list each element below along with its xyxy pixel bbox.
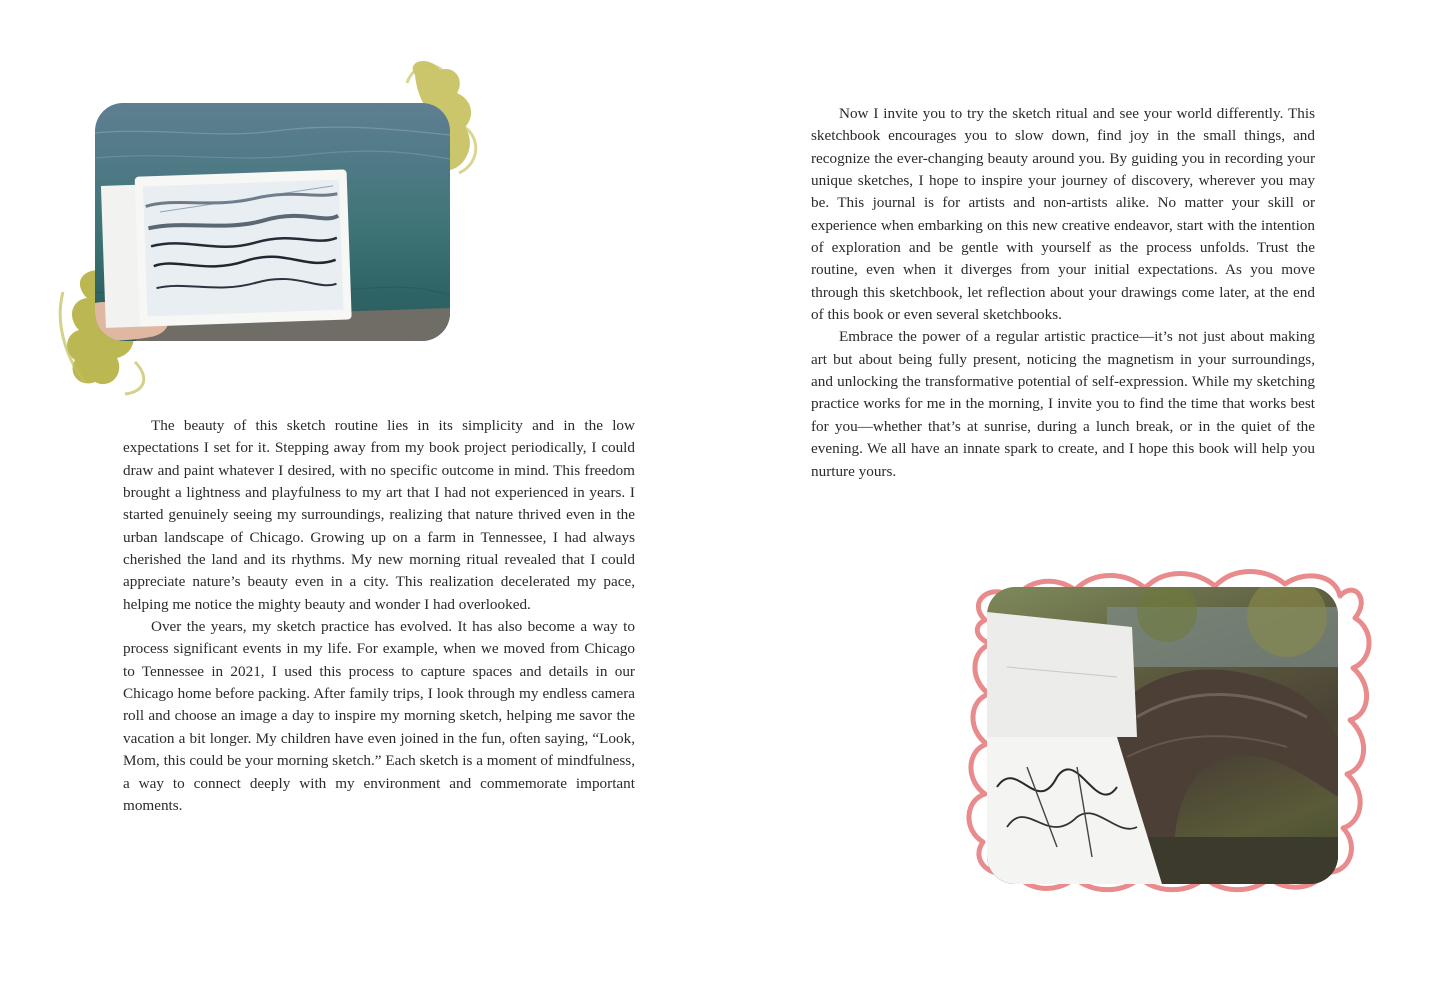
left-page-body: [123, 415, 635, 817]
left-paragraph-1: The beauty of this sketch routine lies in its simplicity and in the low expectations I set for it. Stepping away from my book project periodically, I could draw and paint whatever I desired, with no specific outcome in mind. This freedom brought a lightness and playfulness to my art that I had not experienced in years. I started genuinely seeing my surroundings, realizing that nature thrived even in the urban landscape of Chicago. Growing up on a farm in Tennessee, I had always cherished the land and its rhythms. My new morning ritual revealed that I could appreciate nature’s beauty even in a city. This realization decelerated my pace, helping me notice the mighty beauty and wonder I had overlooked.: [123, 417, 635, 613]
right-page-body: [811, 103, 1315, 483]
sketch-over-water-photo: [95, 103, 450, 341]
right-paragraph-2: Embrace the power of a regular artistic practice—it’s not just about making art but about being fully present, noticing the magnetism in your surroundings, and unlocking the transformative potential of self-expression. While my sketching practice works for me in the morning, I invite you to find the time that works best for you—whether that’s at sunrise, during a lunch break, or in the quiet of the evening. We all have an innate spark to create, and I hope this book will help you nurture yours.: [811, 328, 1315, 480]
sketch-by-tree-illustration: [987, 587, 1338, 884]
left-paragraph-2: Over the years, my sketch practice has evolved. It has also become a way to process significant events in my life. For example, when we moved from Chicago to Tennessee in 2021, I used this process to capture spaces and details in our Chicago home before packing. After family trips, I look through my endless camera roll and choose an image a day to inspire my morning sketch, helping me savor the vacation a bit longer. My children have even joined in the fun, often saying, “Look, Mom, this could be your morning sketch.” Each sketch is a moment of mindfulness, a way to connect deeply with my environment and commemorate important moments.: [123, 618, 635, 814]
sketch-by-tree-photo: [987, 587, 1338, 884]
sketch-over-water-illustration: [95, 103, 450, 341]
right-paragraph-1: Now I invite you to try the sketch ritual and see your world differently. This sketchbook encourages you to slow down, find joy in the small things, and recognize the ever-changing beauty around you. By guiding you in recording your unique sketches, I hope to inspire your journey of discovery, wherever you may be. This journal is for artists and non-artists alike. No matter your skill or experience when embarking on this new creative endeavor, start with the intention of exploration and be gentle with yourself as the process unfolds. Trust the routine, even when it diverges from your initial expectations. As you move through this sketchbook, let reflection about your drawings come later, at the end of this book or even several sketchbooks.: [811, 105, 1315, 324]
